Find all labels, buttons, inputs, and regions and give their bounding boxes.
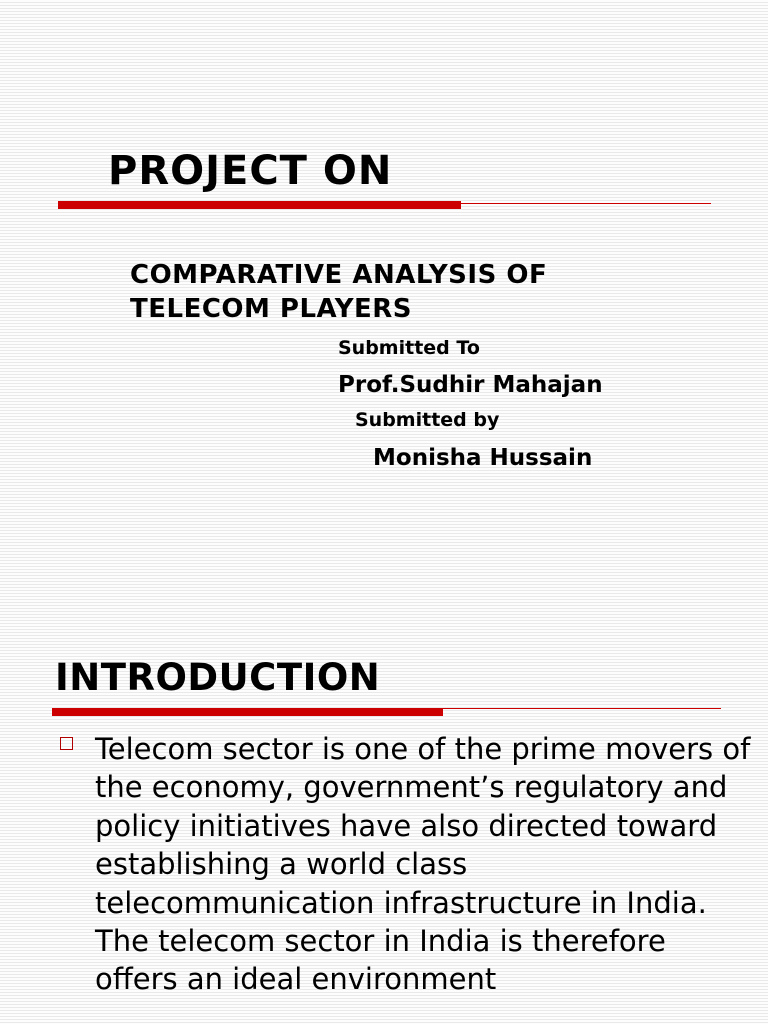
submitted-by-name: Monisha Hussain [373, 445, 593, 471]
submitted-by-label: Submitted by [355, 409, 500, 431]
submitted-to-label: Submitted To [338, 337, 480, 359]
hollow-square-bullet-icon [60, 737, 73, 750]
slide-title-heading: PROJECT ON [108, 148, 393, 194]
slide-introduction [0, 630, 768, 1024]
project-subtitle-line-2: TELECOM PLAYERS [130, 294, 413, 324]
submitted-to-name: Prof.Sudhir Mahajan [338, 372, 603, 398]
introduction-underline-thin [443, 708, 721, 709]
title-underline-thin [461, 203, 711, 204]
project-subtitle-line-1: COMPARATIVE ANALYSIS OF [130, 260, 548, 290]
title-underline-thick [58, 201, 461, 209]
introduction-heading: INTRODUCTION [55, 656, 381, 699]
introduction-underline-thick [52, 708, 443, 716]
introduction-bullet-text: Telecom sector is one of the prime movers of the economy, government’s regulatory and policy initiatives have also directed toward establishing a world class telecommunication infrastructure in India. The telecom sector in India is therefore offers an ideal environment [95, 732, 751, 997]
